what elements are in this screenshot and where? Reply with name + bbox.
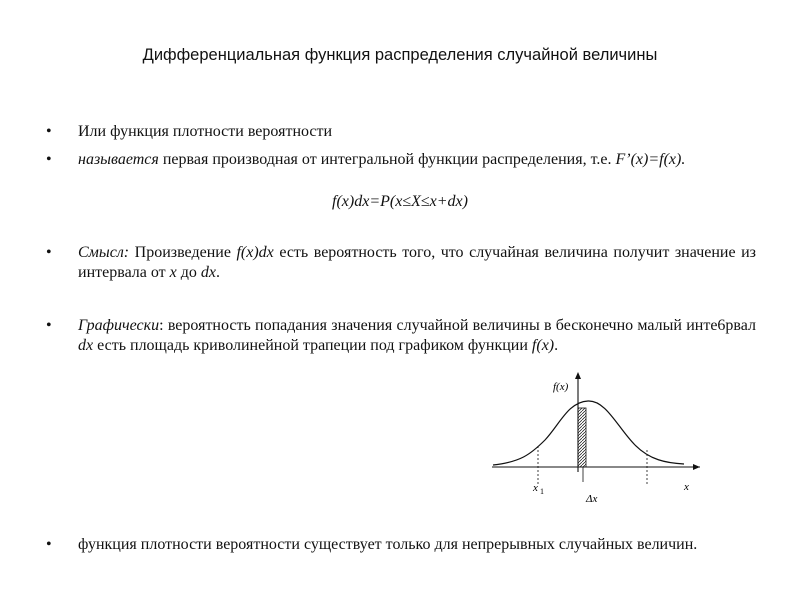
bullet: • [46, 244, 52, 261]
item-text: : вероятность попадания значения случайной величины в бесконечно малый инте6рвал [159, 317, 756, 334]
item-emphasis: F’(x)=f(x). [615, 151, 686, 168]
list-item [46, 243, 756, 283]
dx-label: Δx [586, 493, 598, 505]
bullet: • [46, 317, 52, 334]
formula: f(x)dx=P(x≤X≤x+dx) [332, 193, 468, 210]
item-emphasis: называется [78, 151, 159, 168]
x-axis-label: x [684, 481, 689, 493]
item-text: Произведение [129, 244, 237, 261]
item-text: функция плотности вероятности существует только для непрерывных случайных величин. [78, 536, 698, 553]
bullet: • [46, 123, 52, 140]
y-axis-label: f(x) [553, 381, 569, 393]
item-emphasis: Смысл: [78, 244, 130, 261]
item-text: . [554, 337, 559, 354]
item-emphasis: dx [78, 337, 94, 354]
item-text: есть площадь криволинейной трапеции под графиком функции [93, 337, 532, 354]
x1-subscript: 1 [540, 487, 544, 496]
item-text: есть вероятность того, что случайная величина получит значение из интервала от [78, 244, 756, 281]
item-text: . [216, 264, 221, 281]
item-emphasis: dx [200, 264, 217, 281]
density-curve [493, 401, 684, 465]
density-graph [485, 365, 725, 505]
list-item [46, 535, 756, 555]
dx-strip [578, 408, 586, 467]
item-text: первая производная от интегральной функции распределения, т.е. [158, 151, 616, 168]
x-axis-arrow [693, 464, 700, 470]
bullet: • [46, 151, 52, 168]
list-item [46, 150, 756, 170]
item-text: до [176, 264, 201, 281]
item-emphasis: f(x) [531, 337, 555, 354]
item-emphasis: f(x)dx [236, 244, 274, 261]
y-axis-arrow [575, 372, 581, 379]
item-emphasis: Графически [78, 317, 160, 334]
slide-title: Дифференциальная функция распределения случайной величины [142, 46, 658, 64]
item-emphasis: x [169, 264, 177, 281]
list-item [46, 122, 756, 142]
list-item [46, 316, 756, 356]
bullet: • [46, 536, 52, 553]
x1-label: x [533, 482, 538, 494]
item-text: Или функция плотности вероятности [78, 123, 333, 140]
